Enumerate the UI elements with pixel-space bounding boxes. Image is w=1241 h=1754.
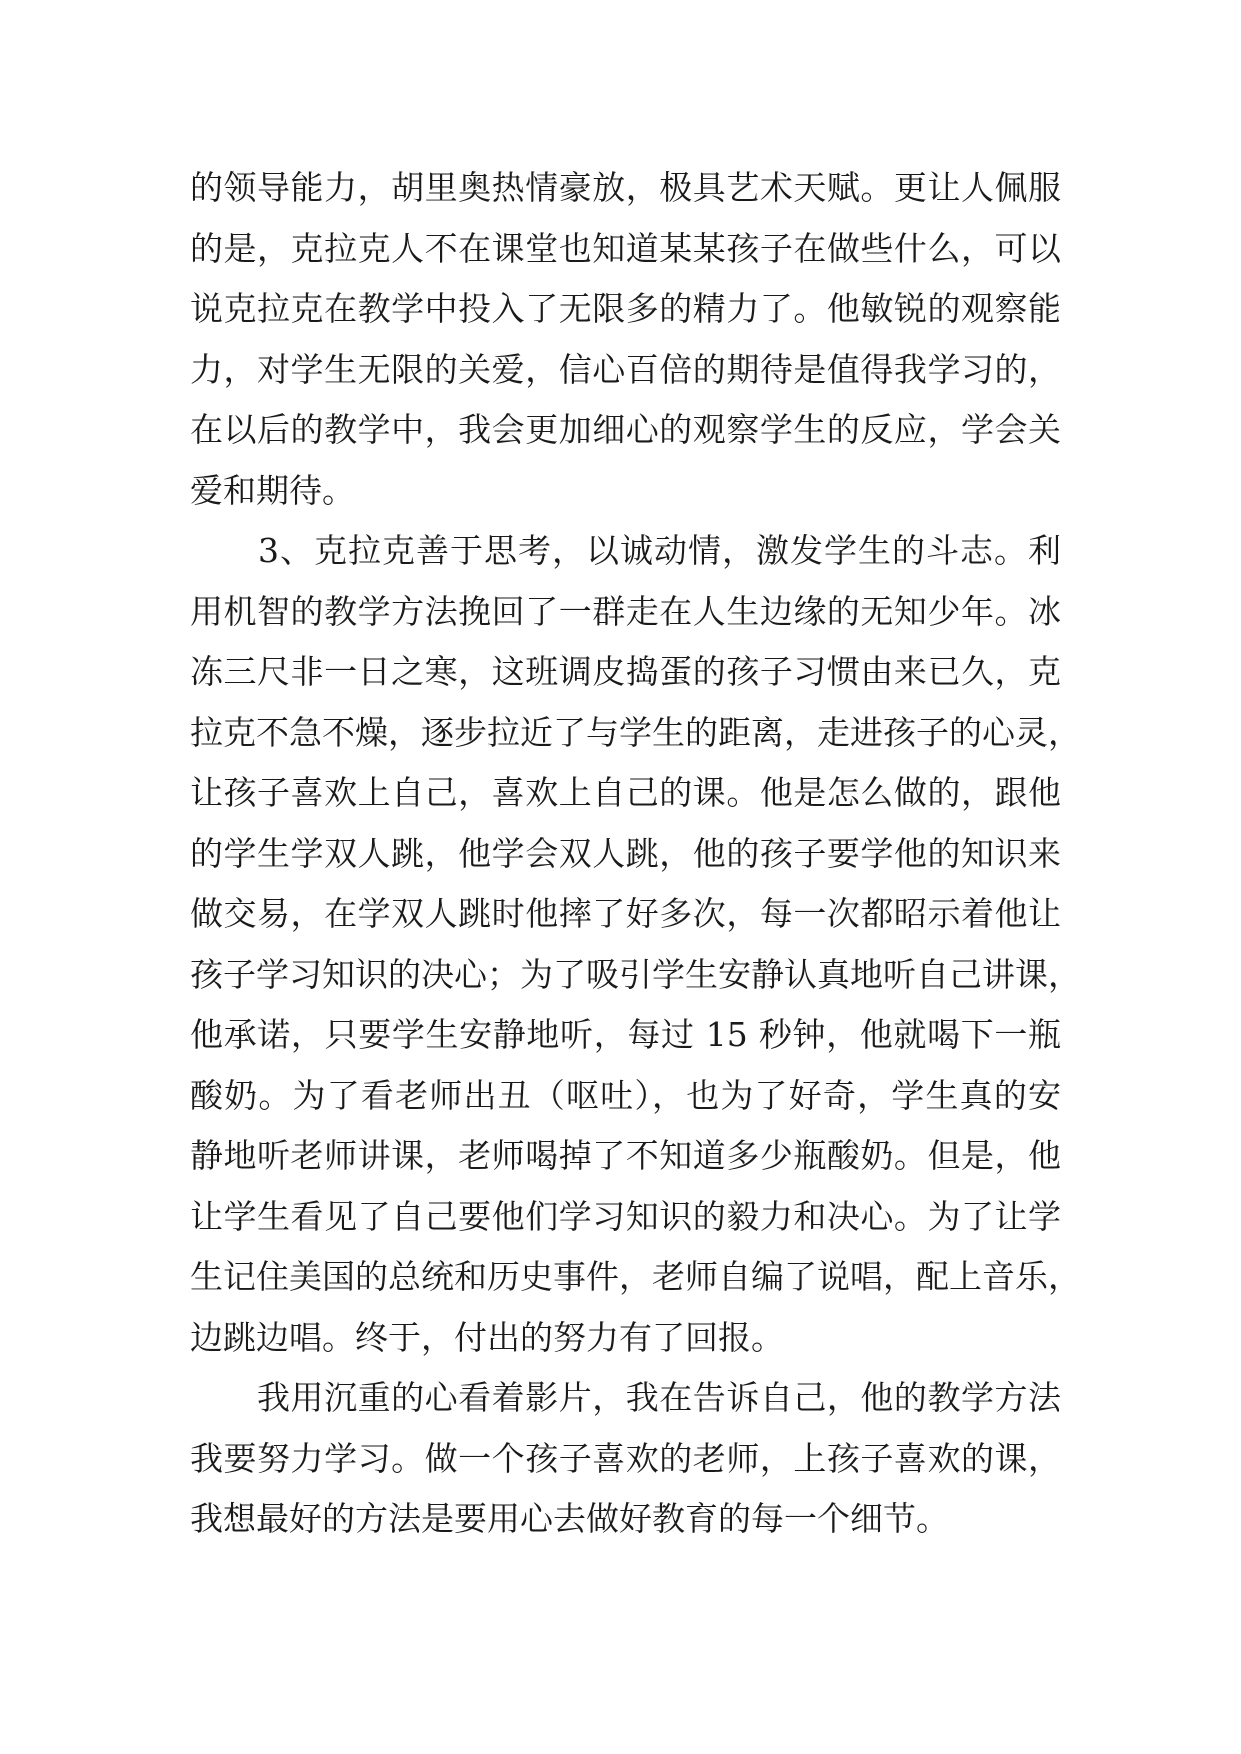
- text-line: 说克拉克在教学中投入了无限多的精力了。他敏锐的观察能: [190, 289, 1061, 328]
- text-line: 让学生看见了自己要他们学习知识的毅力和决心。为了让学: [190, 1196, 1061, 1236]
- text-line: 用机智的教学方法挽回了一群走在人生边缘的无知少年。冰: [190, 591, 1061, 631]
- text-line: 让孩子喜欢上自己，喜欢上自己的课。他是怎么做的，跟他: [190, 773, 1061, 812]
- text-line: 我想最好的方法是要用心去做好教育的每一个细节。: [190, 1499, 949, 1538]
- text-line: 在以后的教学中，我会更加细心的观察学生的反应，学会关: [190, 410, 1061, 449]
- paragraph-2: [190, 521, 1081, 1368]
- text-line: 的是，克拉克人不在课堂也知道某某孩子在做些什么，可以: [190, 228, 1061, 268]
- text-line: 我要努力学习。做一个孩子喜欢的老师，上孩子喜欢的课，: [190, 1438, 1061, 1478]
- text-line: 生记住美国的总统和历史事件，老师自编了说唱，配上音乐，: [190, 1257, 1081, 1296]
- text-line: 拉克不急不燥，逐步拉近了与学生的距离，走进孩子的心灵，: [190, 712, 1081, 752]
- text-line: 他承诺，只要学生安静地听，每过 15 秒钟，他就喝下一瓶: [190, 1015, 1061, 1054]
- text-line: 做交易，在学双人跳时他摔了好多次，每一次都昭示着他让: [190, 894, 1061, 933]
- text-line: 冻三尺非一日之寒，这班调皮捣蛋的孩子习惯由来已久，克: [190, 652, 1061, 691]
- document-body: [190, 158, 1081, 1550]
- text-line: 3、克拉克善于思考，以诚动情，激发学生的斗志。利: [190, 531, 1061, 570]
- text-line: 力，对学生无限的关爱，信心百倍的期待是值得我学习的，: [190, 349, 1061, 389]
- text-line: 酸奶。为了看老师出丑（呕吐），也为了好奇，学生真的安: [190, 1075, 1061, 1115]
- text-line: 边跳边唱。终于，付出的努力有了回报。: [190, 1317, 784, 1357]
- paragraph-1: [190, 158, 1061, 521]
- paragraph-3: [190, 1368, 1061, 1550]
- text-line: 的领导能力，胡里奥热情豪放，极具艺术天赋。更让人佩服: [190, 168, 1061, 207]
- text-line: 我用沉重的心看着影片，我在告诉自己，他的教学方法: [190, 1378, 1061, 1417]
- text-line: 爱和期待。: [190, 470, 355, 510]
- text-line: 孩子学习知识的决心；为了吸引学生安静认真地听自己讲课，: [190, 954, 1081, 994]
- text-line: 静地听老师讲课，老师喝掉了不知道多少瓶酸奶。但是，他: [190, 1136, 1061, 1175]
- text-line: 的学生学双人跳，他学会双人跳，他的孩子要学他的知识来: [190, 833, 1061, 873]
